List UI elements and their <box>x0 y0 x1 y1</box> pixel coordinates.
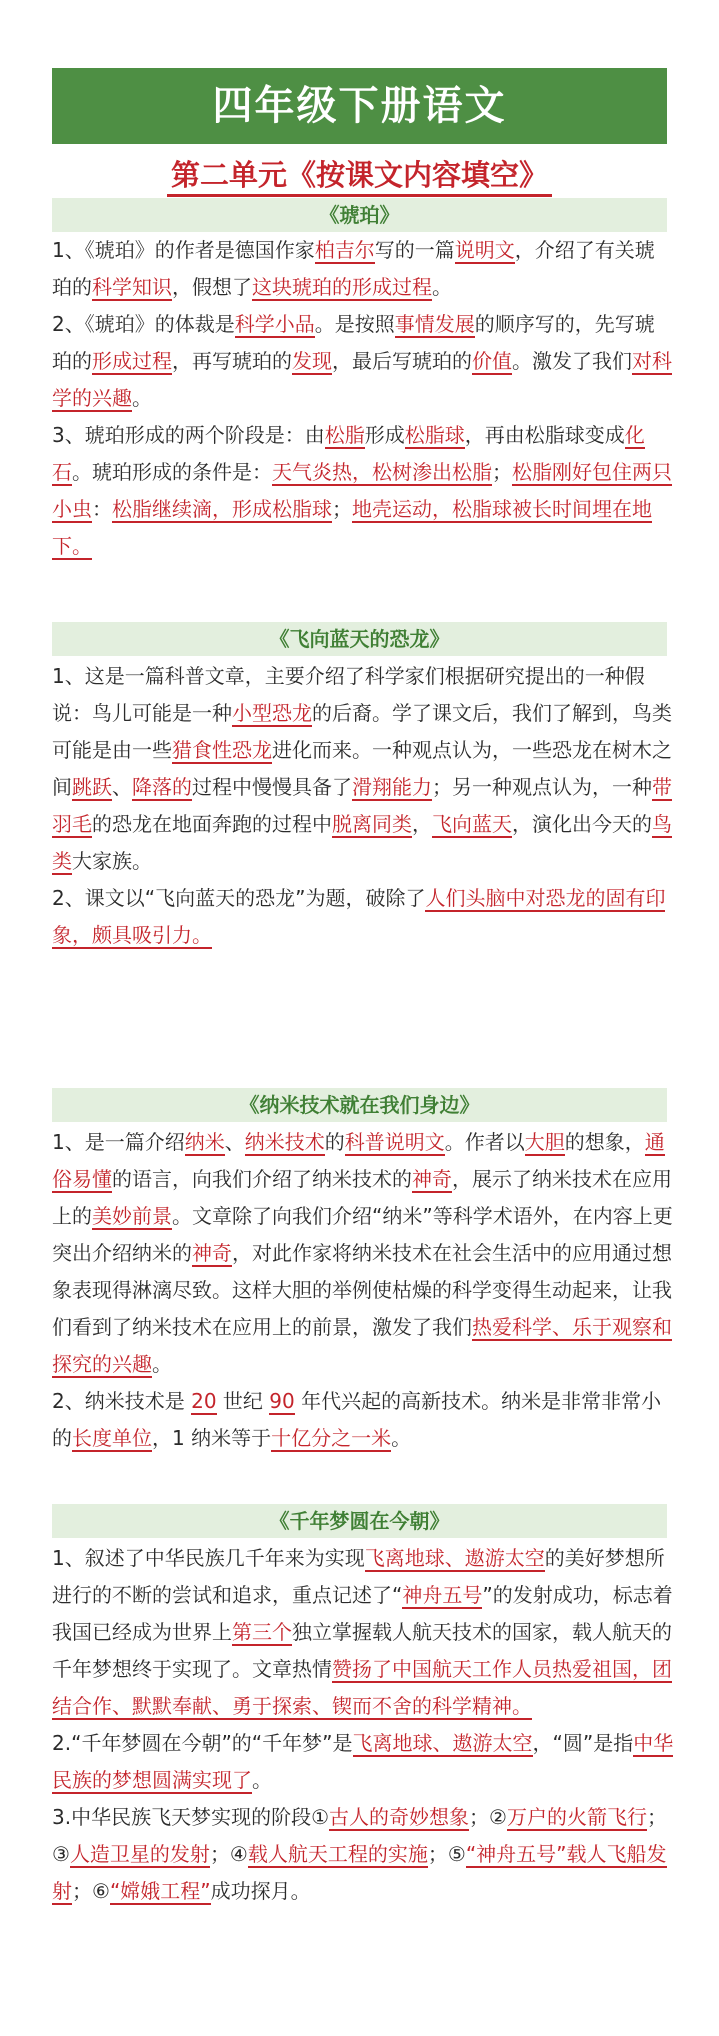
answer-blank: 地壳运动，松脂球被长时间埋在地下。 <box>52 497 652 558</box>
answer-blank: 纳米 <box>184 1130 225 1154</box>
text-segment: 3、琥珀形成的两个阶段是：由 <box>52 423 325 447</box>
answer-blank: 松脂 <box>324 423 365 447</box>
answer-blank: 发现 <box>292 349 332 373</box>
answer-blank: 松脂继续滴，形成松脂球 <box>112 497 332 521</box>
text-segment: ，再由松脂球变成 <box>464 423 625 447</box>
answer-blank: “嫦娥工程” <box>109 1879 211 1903</box>
text-segment: ，再写琥珀的 <box>172 349 292 373</box>
text-segment: 2、《琥珀》的体裁是 <box>52 312 235 336</box>
text-segment: ，对此作家将纳米技术在社会生活中的应用通过想象表现得淋漓尽致。这样大胆的举例使枯燥的科学变得生动起来，让我们看到了纳米技术在应用上的前景，激发了我们 <box>52 1241 672 1339</box>
text-segment: 的语言，向我们介绍了纳米技术的 <box>112 1167 412 1191</box>
paragraph <box>52 1799 674 1910</box>
answer-blank: 跳跃 <box>72 775 112 799</box>
answer-blank: 美妙前景 <box>92 1204 172 1228</box>
text-segment: 。激发了我们 <box>512 349 632 373</box>
answer-blank: 松脂刚好包住两只小虫 <box>52 460 672 521</box>
text-segment: ；④ <box>209 1842 248 1866</box>
answer-blank: 热爱科学、乐于观察和探究的兴趣 <box>52 1315 672 1376</box>
answer-blank: 降落的 <box>132 775 192 799</box>
answer-blank: 长度单位 <box>72 1426 152 1450</box>
text-segment: 的想象， <box>564 1130 645 1154</box>
text-segment: ； <box>492 460 512 484</box>
answer-blank: 大胆 <box>524 1130 565 1154</box>
answer-blank: 化石 <box>52 423 645 484</box>
paragraph <box>52 1124 674 1383</box>
text-segment: 。琥珀形成的条件是： <box>72 460 272 484</box>
unit-subtitle-text: 第二单元《按课文内容填空》 <box>167 158 552 197</box>
answer-blank: 90 <box>269 1389 295 1413</box>
text-segment: ，最后写琥珀的 <box>332 349 472 373</box>
text-segment: ；③ <box>52 1805 667 1866</box>
answer-blank: 飞离地球、遨游太空 <box>364 1546 545 1570</box>
section-body-amber <box>52 232 674 565</box>
text-segment: 3.中华民族飞天梦实现的阶段① <box>52 1805 330 1829</box>
paragraph <box>52 1540 674 1725</box>
section-title-dinosaur: 《飞向蓝天的恐龙》 <box>52 622 667 656</box>
answer-blank: 松脂球 <box>404 423 465 447</box>
text-segment: ；⑤ <box>427 1842 466 1866</box>
text-segment: 大家族。 <box>72 849 152 873</box>
section-title-amber: 《琥珀》 <box>52 198 667 232</box>
text-segment: 成功探月。 <box>210 1879 311 1903</box>
text-segment: 。 <box>132 386 152 410</box>
text-segment: 的恐龙在地面奔跑的过程中 <box>92 812 332 836</box>
answer-blank: “神舟五号”载人飞船发射 <box>52 1842 667 1903</box>
text-segment: 的 <box>324 1130 345 1154</box>
text-segment: ： <box>92 497 112 521</box>
text-segment: 的美好梦想所进行的不断的尝试和追求，重点记述了“ <box>52 1546 665 1607</box>
answer-blank: 脱离同类 <box>332 812 412 836</box>
answer-blank: 带羽毛 <box>52 775 672 836</box>
answer-blank: 事情发展 <box>394 312 475 336</box>
text-segment: 2、纳米技术是 <box>52 1389 192 1413</box>
answer-blank: 纳米技术 <box>244 1130 325 1154</box>
text-segment: 。 <box>152 1352 172 1376</box>
answer-blank: 价值 <box>472 349 512 373</box>
answer-blank: 通俗易懂 <box>52 1130 665 1191</box>
text-segment: 年代兴起的高新技术。纳米是非常非常小的 <box>52 1389 662 1450</box>
answer-blank: 人造卫星的发射 <box>69 1842 210 1866</box>
text-segment: 、 <box>112 775 132 799</box>
answer-blank: 神舟五号 <box>402 1583 483 1607</box>
text-segment: 1、是一篇介绍 <box>52 1130 185 1154</box>
answer-blank: 对科学的兴趣 <box>52 349 672 410</box>
text-segment: ，“圆”是指 <box>532 1731 634 1755</box>
answer-blank: 说明文 <box>454 238 515 262</box>
text-segment: 1、《琥珀》的作者是德国作家 <box>52 238 315 262</box>
answer-blank: 形成过程 <box>92 349 172 373</box>
answer-blank: 这块琥珀的形成过程 <box>252 275 432 299</box>
section-title-spaceflight: 《千年梦圆在今朝》 <box>52 1504 667 1538</box>
text-segment: ；⑥ <box>72 1879 110 1903</box>
text-segment: ，1 纳米等于 <box>152 1426 272 1450</box>
paragraph <box>52 1383 674 1457</box>
answer-blank: 科学知识 <box>92 275 172 299</box>
main-title: 四年级下册语文 <box>52 68 667 144</box>
text-segment: 。作者以 <box>444 1130 525 1154</box>
text-segment: 的后裔。学了课文后，我们了解到，鸟类可能是由一些 <box>52 701 672 762</box>
text-segment: 1、这是一篇科普文章，主要介绍了科学家们根据研究提出的一种假说：鸟儿可能是一种 <box>52 664 645 725</box>
text-segment: ，展示了纳米技术在应用上的 <box>52 1167 672 1228</box>
answer-blank: 小型恐龙 <box>232 701 312 725</box>
answer-blank: 万户的火箭飞行 <box>506 1805 647 1829</box>
answer-blank: 20 <box>191 1389 217 1413</box>
text-segment: 、 <box>224 1130 245 1154</box>
text-segment: 独立掌握载人航天技术的国家，载人航天的千年梦想终于实现了。文章热情 <box>52 1620 672 1681</box>
text-segment: 的顺序写的，先写琥珀的 <box>52 312 655 373</box>
section-title-nano: 《纳米技术就在我们身边》 <box>52 1088 667 1122</box>
paragraph <box>52 658 674 880</box>
text-segment: ，介绍了有关琥珀的 <box>52 238 655 299</box>
text-segment: 2.“千年梦圆在今朝”的“千年梦”是 <box>52 1731 353 1755</box>
text-segment: 2、课文以“飞向蓝天的恐龙”为题，破除了 <box>52 886 426 910</box>
section-body-spaceflight <box>52 1540 674 1910</box>
answer-blank: 飞向蓝天 <box>432 812 512 836</box>
text-segment: ； <box>332 497 352 521</box>
text-segment: 1、叙述了中华民族几千年来为实现 <box>52 1546 365 1570</box>
answer-blank: 飞离地球、遨游太空 <box>352 1731 533 1755</box>
text-segment: 形成 <box>364 423 405 447</box>
answer-blank: 神奇 <box>412 1167 452 1191</box>
section-body-nano <box>52 1124 674 1457</box>
answer-blank: 科学小品 <box>234 312 315 336</box>
paragraph <box>52 1725 674 1799</box>
answer-blank: 天气炎热，松树渗出松脂 <box>272 460 492 484</box>
answer-blank: 载人航天工程的实施 <box>247 1842 428 1866</box>
text-segment: ”的发射成功，标志着我国已经成为世界上 <box>52 1583 673 1644</box>
answer-blank: 猎食性恐龙 <box>172 738 272 762</box>
text-segment: 。 <box>391 1426 412 1450</box>
answer-blank: 科普说明文 <box>344 1130 445 1154</box>
text-segment: 过程中慢慢具备了 <box>192 775 352 799</box>
text-segment: 进化而来。一种观点认为，一些恐龙在树木之间 <box>52 738 672 799</box>
text-segment: ， <box>412 812 432 836</box>
answer-blank: 滑翔能力 <box>352 775 432 799</box>
paragraph <box>52 417 674 565</box>
text-segment: 。是按照 <box>314 312 395 336</box>
answer-blank: 神奇 <box>192 1241 232 1265</box>
answer-blank: 赞扬了中国航天工作人员热爱祖国，团结合作、默默奉献、勇于探索、锲而不舍的科学精神。 <box>52 1657 672 1718</box>
text-segment: ，假想了 <box>172 275 252 299</box>
text-segment: 世纪 <box>216 1389 270 1413</box>
answer-blank: 人们头脑中对恐龙的固有印象，颇具吸引力。 <box>52 886 666 947</box>
text-segment: ；另一种观点认为，一种 <box>432 775 652 799</box>
answer-blank: 十亿分之一米 <box>271 1426 392 1450</box>
answer-blank: 第三个 <box>232 1620 292 1644</box>
paragraph <box>52 880 674 954</box>
paragraph <box>52 306 674 417</box>
text-segment: ，演化出今天的 <box>512 812 652 836</box>
unit-subtitle <box>0 152 719 198</box>
paragraph <box>52 232 674 306</box>
text-segment: 。 <box>252 1768 272 1792</box>
answer-blank: 古人的奇妙想象 <box>329 1805 470 1829</box>
section-body-dinosaur <box>52 658 674 954</box>
text-segment: 。文章除了向我们介绍“纳米”等科学术语外，在内容上更突出介绍纳米的 <box>52 1204 673 1265</box>
answer-blank: 中华民族的梦想圆满实现了 <box>52 1731 674 1792</box>
answer-blank: 鸟类 <box>52 812 672 873</box>
text-segment: 写的一篇 <box>374 238 455 262</box>
text-segment: 。 <box>432 275 452 299</box>
answer-blank: 柏吉尔 <box>314 238 375 262</box>
text-segment: ；② <box>469 1805 507 1829</box>
